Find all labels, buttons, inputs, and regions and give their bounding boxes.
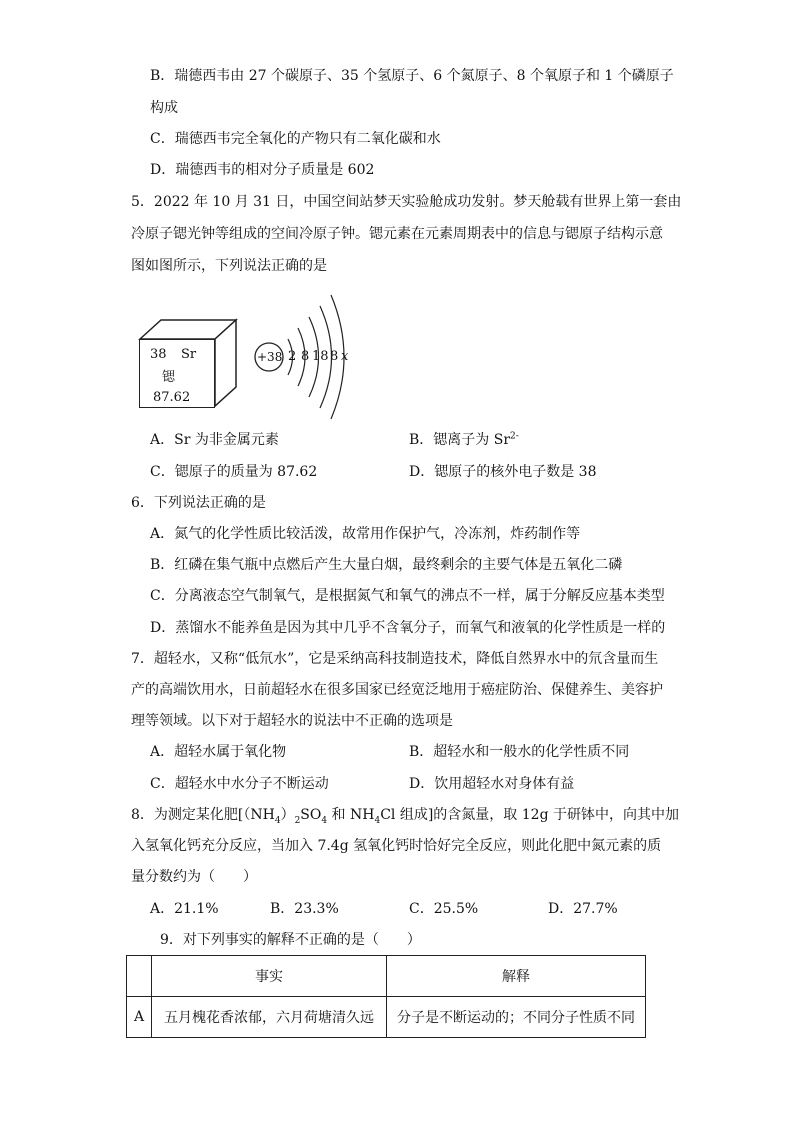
q5-option-d: D．锶原子的核外电子数是 38 — [409, 464, 597, 480]
q7-option-d: D．饮用超轻水对身体有益 — [409, 776, 575, 792]
q6-option-a: A．氮气的化学性质比较活泼，故常用作保护气，冷冻剂，炸药制作等 — [150, 526, 581, 542]
atom-nucleus-charge: +38 — [257, 350, 283, 364]
table-header-cell: 事实 — [152, 956, 387, 997]
atom-shell-4: 8 — [330, 349, 339, 364]
q4-option-c: C．瑞德西韦完全氧化的产物只有二氧化碳和水 — [150, 131, 441, 147]
q5-option-c: C．锶原子的质量为 87.62 — [150, 464, 318, 480]
q4-option-d: D．瑞德西韦的相对分子质量是 602 — [150, 162, 375, 178]
q8-option-a: A．21.1% — [150, 901, 219, 917]
q8-option-c: C．25.5% — [409, 901, 479, 917]
q7-stem-line1: 7．超轻水，又称“低氘水”，它是采纳高科技制造技术，降低自然界水中的氘含量而生 — [131, 651, 659, 667]
atom-shell-3: 18 — [312, 349, 329, 364]
q4-option-b-line2: 构成 — [150, 100, 178, 116]
q8-stem-line1: 8．为测定某化肥[$(NH_4)_2SO_4$ 和 $NH_4Cl$ 组成]的含氮量，取 12g 于研钵中，向其中加 — [131, 807, 679, 826]
atom-shell-1: 2 — [288, 349, 297, 364]
q7-stem-line2: 产的高端饮用水，日前超轻水在很多国家已经宽泛地用于癌症防治、保健养生、美容护 — [131, 682, 663, 698]
table-cell-explanation: 分子是不断运动的；不同分子性质不同 — [387, 997, 646, 1038]
q9-stem: 9．对下列事实的解释不正确的是（ ） — [160, 932, 421, 948]
q5-option-a: A．Sr 为非金属元素 — [150, 432, 279, 448]
q7-stem-line3: 理等领域。以下对于超轻水的说法中不正确的选项是 — [131, 713, 453, 729]
q8-stem-line3: 量分数约为（ ） — [131, 869, 257, 885]
table-header-cell — [127, 956, 152, 997]
q6-option-d: D．蒸馏水不能养鱼是因为其中几乎不含氧分子，而氧气和液氧的化学性质是一样的 — [150, 620, 666, 636]
q8-option-b: B．23.3% — [270, 901, 339, 917]
table-header-cell: 解释 — [387, 956, 646, 997]
element-atomic-mass: 87.62 — [153, 390, 191, 405]
q9-table — [126, 955, 646, 1038]
table-cell-fact: 五月槐花香浓郁，六月荷塘清久远 — [152, 997, 387, 1038]
table-cell-label: A — [127, 997, 152, 1038]
q6-stem: 6．下列说法正确的是 — [131, 495, 266, 511]
element-atomic-number: 38 — [150, 347, 167, 362]
table-header-row — [127, 956, 646, 997]
q8-stem-line2: 入氢氧化钙充分反应，当加入 7.4g 氢氧化钙时恰好完全反应，则此化肥中氮元素的质 — [131, 838, 662, 854]
q5-stem-line3: 图如图所示，下列说法正确的是 — [131, 258, 327, 274]
q4-option-b-line1: B．瑞德西韦由 27 个碳原子、35 个氢原子、6 个氮原子、8 个氧原子和 1 个磷原子 — [150, 68, 674, 84]
q8-option-d: D．27.7% — [548, 901, 618, 917]
q6-option-c: C．分离液态空气制氧气，是根据氮气和氧气的沸点不一样，属于分解反应基本类型 — [150, 588, 665, 604]
q6-option-b: B．红磷在集气瓶中点燃后产生大量白烟，最终剩余的主要气体是五氧化二磷 — [150, 557, 623, 573]
table-row — [127, 997, 646, 1038]
q7-option-c: C．超轻水中水分子不断运动 — [150, 776, 329, 792]
element-name: 锶 — [162, 370, 176, 385]
q7-option-a: A．超轻水属于氧化物 — [150, 744, 287, 760]
atom-shell-2: 8 — [301, 349, 310, 364]
q5-stem-line2: 冷原子锶光钟等组成的空间冷原子钟。锶元素在元素周期表中的信息与锶原子结构示意 — [131, 226, 663, 242]
element-symbol: Sr — [181, 347, 197, 362]
q5-stem-line1: 5．2022 年 10 月 31 日，中国空间站梦天实验舱成功发射。梦天舱载有世界上第一套由 — [131, 194, 682, 210]
q5-option-b: B．锶离子为 $Sr^{2-}$ — [409, 431, 519, 448]
atom-shell-5: x — [341, 349, 349, 364]
q7-option-b: B．超轻水和一般水的化学性质不同 — [409, 744, 630, 760]
